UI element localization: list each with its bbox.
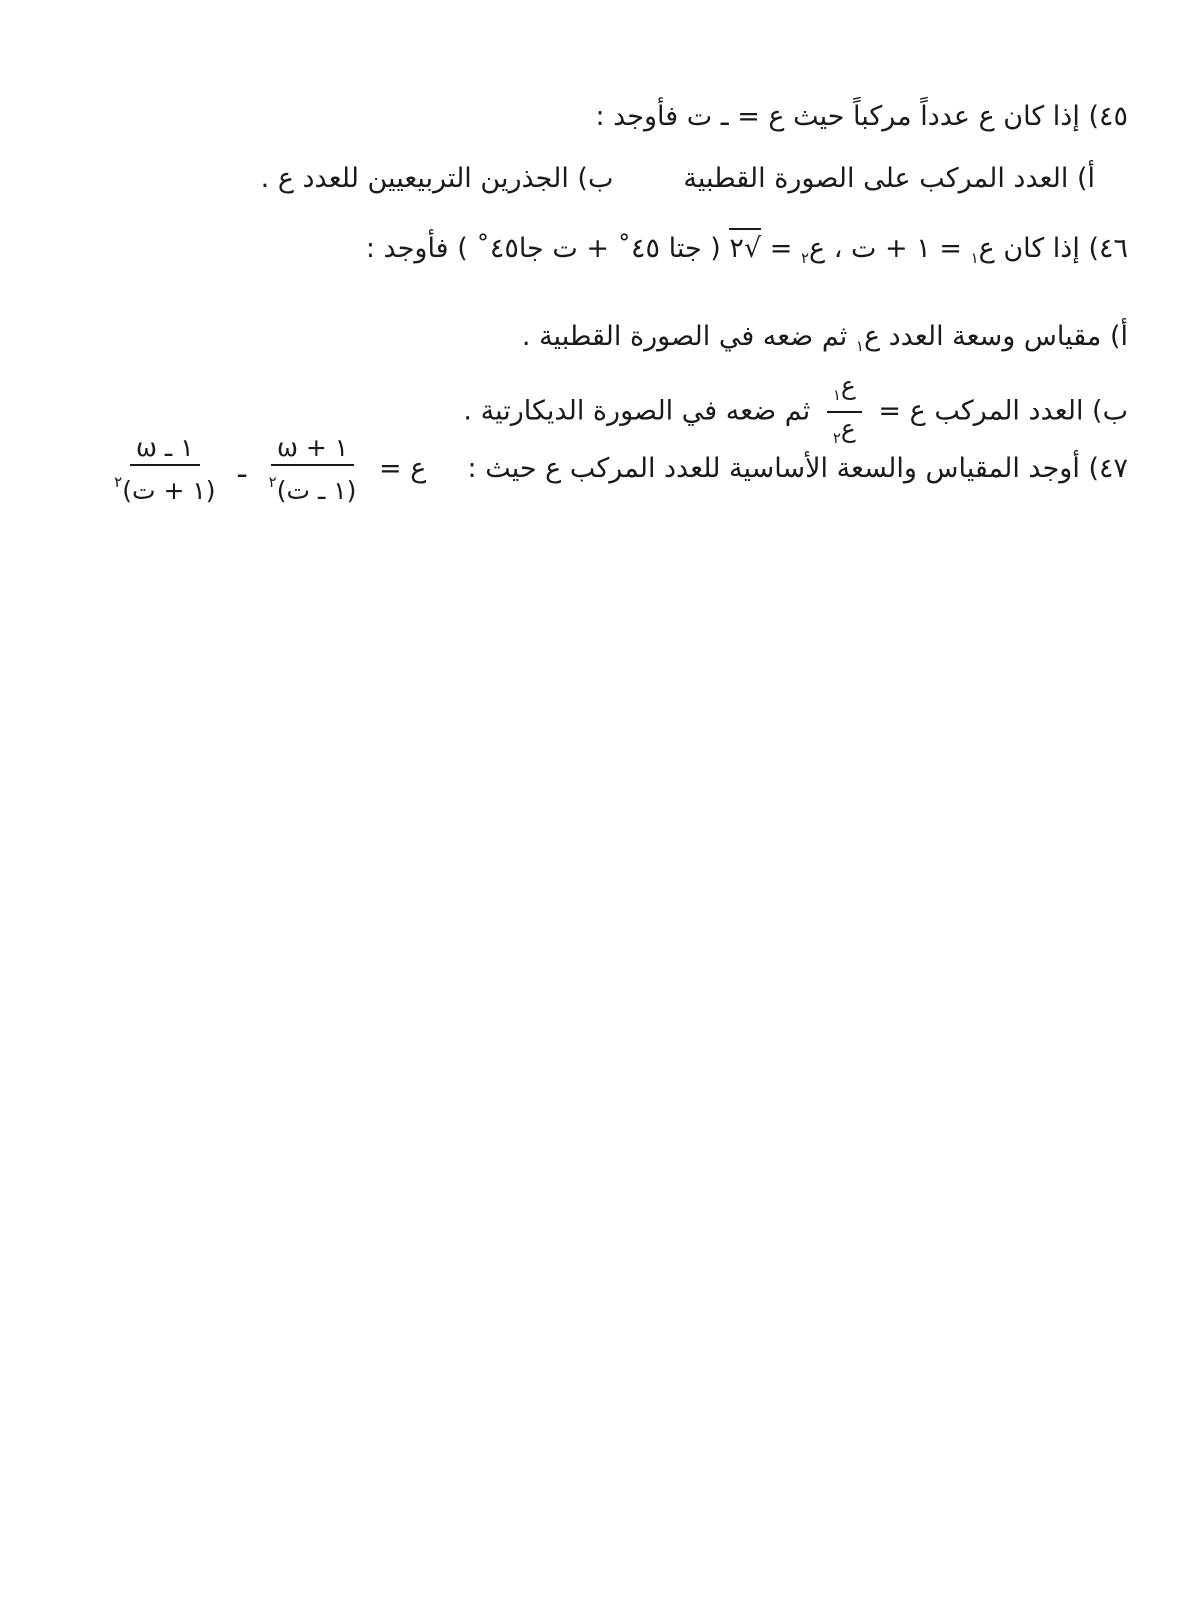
- polar-expression: ( جتا ٤٥˚ + ت جا٤٥˚ ): [457, 233, 721, 264]
- problem-45-statement: [595, 100, 1128, 134]
- sqrt-two: √٢: [729, 228, 761, 266]
- z1-subscript: ١: [970, 249, 979, 267]
- fraction-one-minus-omega: $\frac{\text{١ ـ ω}}{(١ + ت)^٢}$: [114, 433, 216, 505]
- problem-46-text-start: إذا كان ع: [978, 233, 1080, 264]
- problem-46-number: ٤٦): [1088, 233, 1128, 264]
- problem-47-statement: [100, 434, 1128, 505]
- problem-45-number: ٤٥): [1088, 101, 1128, 132]
- z1-over-z2-fraction: $\frac{ع_١}{ع_٢}$: [827, 372, 862, 452]
- problem-46-part-a: أ) مقياس وسعة العدد ع$_١$ ثم ضعه في الصورة القطبية .: [521, 321, 1128, 355]
- problem-47-text: أوجد المقياس والسعة الأساسية للعدد المركب ع حيث :: [467, 453, 1080, 484]
- equals-sign: =: [769, 233, 793, 264]
- fraction-one-plus-omega: $\frac{١ + \omega}{(١ ـ ت)^٢}$: [268, 433, 357, 505]
- problem-45-part-b: ب) الجذرين التربيعيين للعدد ع .: [260, 163, 614, 194]
- problem-46-statement: [366, 228, 1128, 275]
- problem-46-text-mid: = ١ + ت ، ع: [809, 233, 962, 264]
- z2-subscript: ٢: [800, 249, 810, 267]
- problem-45-part-a: أ) العدد المركب على الصورة القطبية: [683, 163, 1095, 194]
- problem-45-text: إذا كان ع عدداً مركباً حيث ع = ـ ت فأوجد :: [595, 101, 1080, 132]
- problem-46-part-b: ب) العدد المركب ع = $\frac{ع_١}{ع_٢}$ ثم ضعه في الصورة الديكارتية .: [463, 372, 1128, 452]
- problem-47-lhs: ع =: [379, 453, 427, 484]
- problem-47-number: ٤٧): [1088, 453, 1128, 484]
- problem-45-parts: [261, 162, 1095, 196]
- minus-sign: ـ: [238, 453, 247, 484]
- problem-46-find: فأوجد :: [365, 233, 449, 264]
